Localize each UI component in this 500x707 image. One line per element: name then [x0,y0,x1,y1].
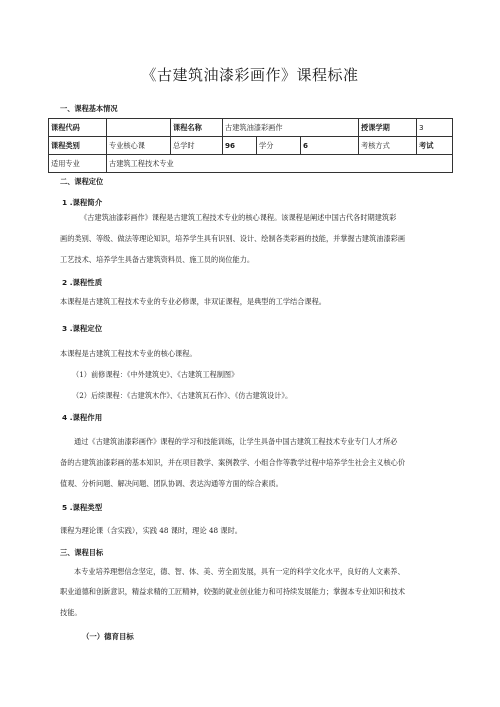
paragraph-line: 本专业培养理想信念坚定，德、智、体、美、劳全面发展，具有一定的科学文化水平，良好的人文素养、 [74,567,405,576]
section-heading-positioning: 二、课程定位 [60,177,104,186]
table-cell: 课程类别 [49,137,107,155]
document-title: 《古建筑油漆彩画作》课程标准 [141,66,359,84]
paragraph-line: 通过《古建筑油漆彩画作》课程的学习和技能训练，让学生具备中国古建筑工程技术专业专门人才所必 [74,437,398,446]
table-cell: 总学时 [171,137,223,155]
subheading-type: 5 .课程类型 [62,503,103,512]
table-cell [107,119,171,137]
subheading-intro: 1 .课程简介 [62,198,103,207]
table-cell: 古建筑油漆彩画作 [223,119,359,137]
table-cell: 96 [223,137,257,155]
course-info-table [48,118,453,173]
paragraph-line: （1）前修课程：《中外建筑史》、《古建筑工程制图》 [72,370,239,379]
paragraph-line: （2）后续课程：《古建筑木作》、《古建筑瓦石作》、《仿古建筑设计》。 [72,391,293,400]
paragraph-line: 本课程是古建筑工程技术专业的核心课程。 [60,349,197,358]
subheading-positioning: 3 .课程定位 [62,324,103,333]
table-cell: 考核方式 [359,137,417,155]
paragraph-line: 备的古建筑油漆彩画的基本知识，并在项目教学、案例教学、小组合作等教学过程中培养学生社会主义核心价 [60,458,406,467]
table-cell: 专业核心课 [107,137,171,155]
paragraph-line: 本课程是古建筑工程技术专业的专业必修课，非双证课程，是典型的工学结合课程。 [60,297,326,306]
table-cell: 学分 [257,137,301,155]
table-cell: 3 [417,119,453,137]
subheading-moral-objectives: （一）德育目标 [82,632,134,641]
paragraph-line: 课程为理论课（含实践），实践 48 课时，理论 48 课时。 [60,526,242,535]
paragraph-line: 值观、分析问题、解决问题、团队协调、表达沟通等方面的综合素质。 [60,479,283,488]
paragraph-line: 工艺技术、培养学生具备古建筑资料员、施工员的岗位能力。 [60,255,255,264]
table-cell: 课程名称 [171,119,223,137]
table-cell: 课程代码 [49,119,107,137]
paragraph-line: 《古建筑油漆彩画作》课程是古建筑工程技术专业的核心课程。该课程是阐述中国古代各时期建筑彩 [80,213,397,222]
subheading-nature: 2 .课程性质 [62,278,103,287]
paragraph-line: 技能。 [60,608,82,617]
table-cell: 授课学期 [359,119,417,137]
section-heading-basic-info: 一、课程基本情况 [60,104,118,113]
table-row [49,137,453,155]
subheading-role: 4 .课程作用 [62,413,103,422]
table-cell: 适用专业 [49,155,107,173]
table-row [49,155,453,173]
table-cell: 6 [301,137,359,155]
table-cell: 考试 [417,137,453,155]
paragraph-line: 职业道德和创新意识，精益求精的工匠精神，较强的就业创业能力和可持续发展能力；掌握本专业知识和技术 [60,587,406,596]
table-cell: 古建筑工程技术专业 [107,155,453,173]
section-heading-objectives: 三、课程目标 [60,548,104,557]
paragraph-line: 画的类别、等级、做法等理论知识，培养学生具有识别、设计、绘制各类彩画的技能，并掌握古建筑油漆彩画 [60,234,406,243]
table-row [49,119,453,137]
